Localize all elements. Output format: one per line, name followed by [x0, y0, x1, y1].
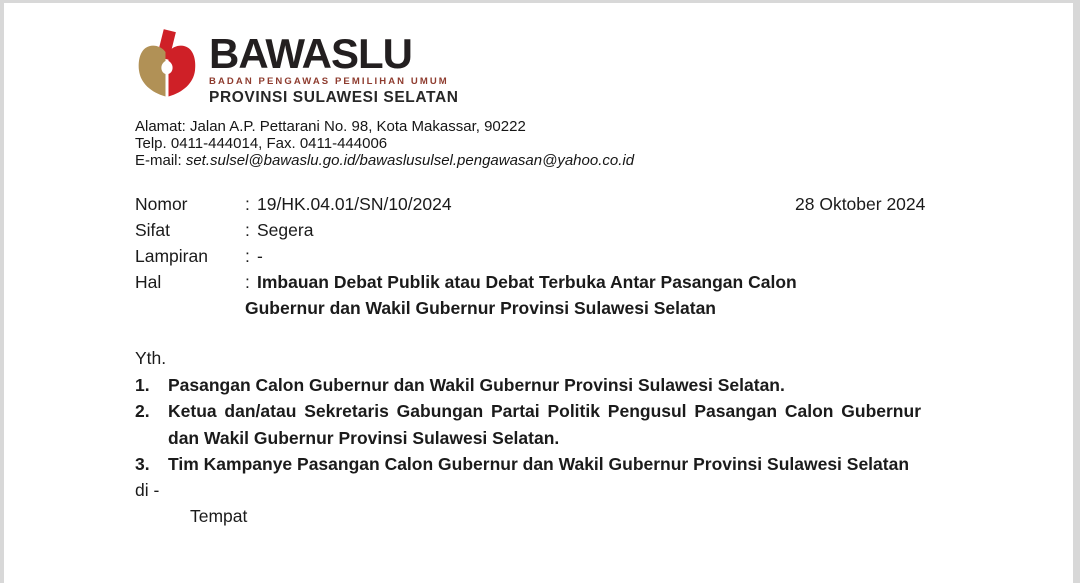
place-prefix: di -	[135, 479, 160, 500]
meta-label: Nomor	[135, 194, 188, 214]
meta-label: Hal	[135, 272, 162, 292]
meta-separator: :	[245, 246, 250, 266]
email-label: E-mail:	[135, 152, 186, 169]
email-line	[135, 152, 935, 169]
recipient-section	[135, 345, 935, 530]
letter-number: 19/HK.04.01/SN/10/2024	[257, 194, 452, 214]
org-name: BAWASLU	[209, 30, 412, 77]
recipient-item	[135, 451, 935, 478]
meta-separator: :	[245, 194, 250, 214]
salutation: Yth.	[135, 348, 167, 368]
letterhead-titles	[209, 30, 459, 106]
meta-section	[135, 191, 935, 321]
letter-date: 28 Oktober 2024	[795, 194, 926, 214]
meta-label: Lampiran	[135, 246, 208, 266]
logo-box-left-face	[139, 46, 166, 97]
item-text: Tim Kampanye Pasangan Calon Gubernur dan Wakil Gubernur Provinsi Sulawesi Selatan	[168, 454, 910, 474]
recipient-item	[135, 372, 935, 399]
meta-row-hal	[135, 269, 935, 321]
phone-line: Telp. 0411-444014, Fax. 0411-444006	[135, 135, 388, 152]
address-line: Alamat: Jalan A.P. Pettarani No. 98, Kota Makassar, 90222	[135, 118, 526, 135]
item-number: 1.	[135, 374, 150, 395]
email-value: set.sulsel@bawaslu.go.id/bawaslusulsel.pengawasan@yahoo.co.id	[185, 152, 635, 169]
org-region: PROVINSI SULAWESI SELATAN	[209, 89, 459, 106]
bawaslu-ballot-box-icon	[135, 28, 199, 102]
item-text: Ketua dan/atau Sekretaris Gabungan Partai Politik Pengusul Pasangan Calon Gubernur dan Wakil Gubernur Provinsi Sulawesi Selatan.	[168, 401, 921, 448]
letter-attachment: -	[257, 246, 263, 266]
logo-box-right-face	[169, 46, 196, 97]
letter-urgency: Segera	[257, 220, 314, 240]
place-value: Tempat	[190, 506, 248, 526]
item-number: 2.	[135, 401, 150, 421]
meta-separator: :	[245, 272, 250, 292]
meta-label: Sifat	[135, 220, 171, 240]
letterhead	[135, 28, 935, 106]
meta-separator: :	[245, 220, 250, 240]
letter-subject: Imbauan Debat Publik atau Debat Terbuka Antar Pasangan Calon Gubernur dan Wakil Gubernur Provinsi Sulawesi Selatan	[245, 272, 797, 318]
meta-row-sifat	[135, 217, 935, 243]
letter-content	[135, 28, 935, 530]
letter-page	[4, 3, 1073, 583]
org-subtitle: BADAN PENGAWAS PEMILIHAN UMUM	[209, 76, 449, 87]
item-text: Pasangan Calon Gubernur dan Wakil Gubernur Provinsi Sulawesi Selatan.	[168, 374, 785, 395]
meta-row-lampiran	[135, 243, 935, 269]
address-block	[135, 118, 935, 169]
recipient-item	[135, 398, 935, 451]
item-number: 3.	[135, 454, 150, 474]
